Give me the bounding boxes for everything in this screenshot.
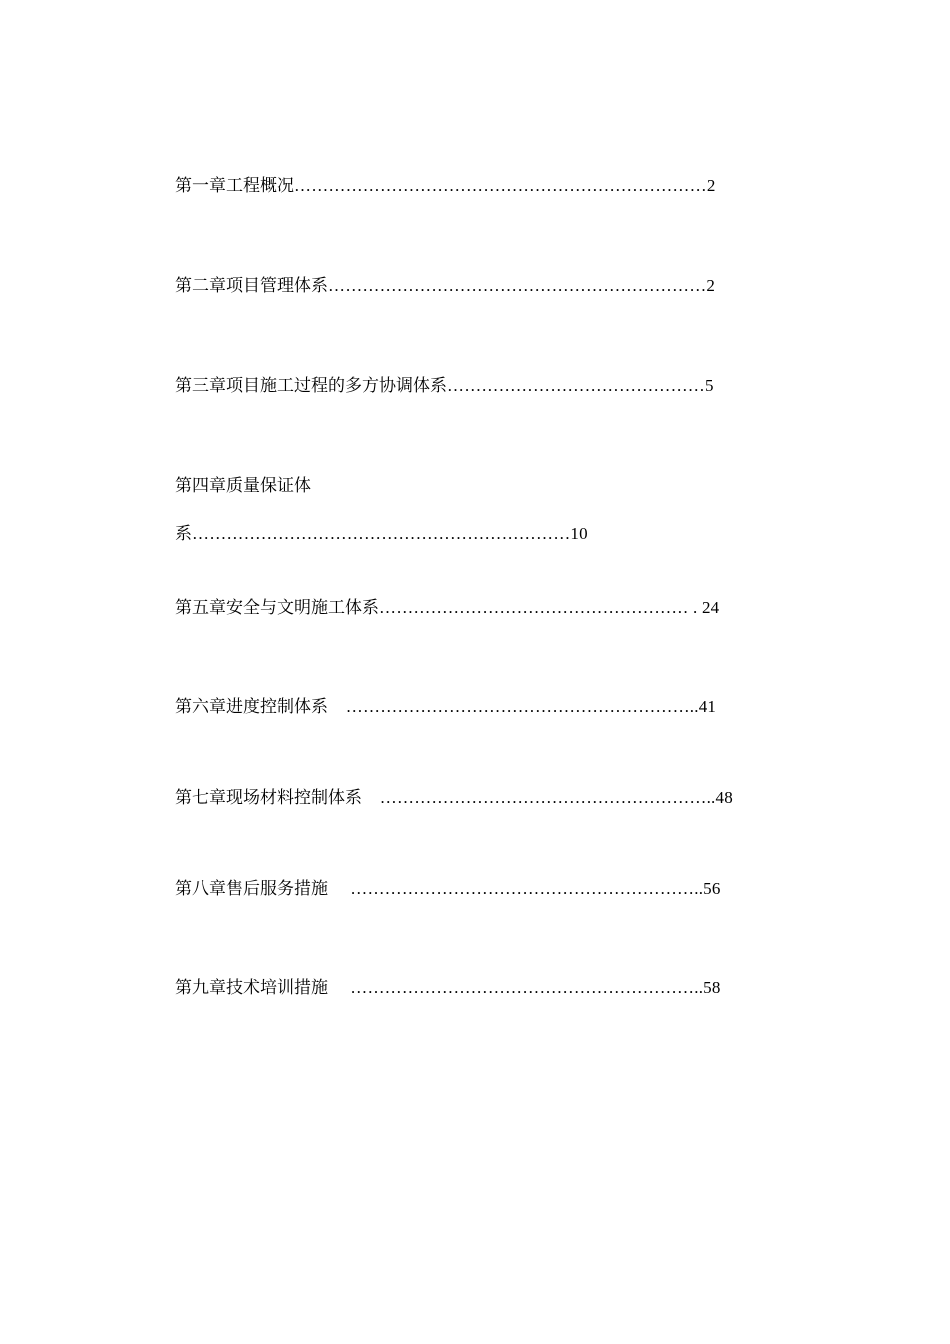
toc-entry-title: 第二章项目管理体系	[175, 276, 328, 296]
toc-entry-title: 第五章安全与文明施工体系	[175, 598, 379, 618]
toc-entry-title: 系	[175, 524, 192, 544]
toc-entry-chapter-2[interactable]	[175, 274, 715, 298]
toc-entry-chapter-9[interactable]	[175, 976, 721, 1000]
toc-entry-title: 第四章质量保证体	[175, 476, 311, 496]
toc-entry-title: 第三章项目施工过程的多方协调体系	[175, 376, 447, 396]
toc-entry-leader: ……………………………………………………..	[328, 978, 704, 997]
toc-entry-title: 第一章工程概况	[175, 176, 294, 196]
toc-entry-chapter-7[interactable]	[175, 786, 733, 810]
toc-entry-page: 10	[570, 524, 588, 543]
toc-entry-leader: …………………………………………………………	[328, 276, 707, 295]
toc-entry-title: 第六章进度控制体系	[175, 697, 328, 717]
toc-entry-page: 48	[715, 788, 733, 807]
toc-entry-leader: ………………………………………	[447, 376, 705, 395]
toc-entry-leader: …………………………………………………………	[192, 524, 571, 543]
toc-entry-leader: ……………………………………………………..	[328, 879, 704, 898]
toc-entry-leader: ……………………………………………… .	[379, 598, 698, 617]
toc-entry-page: 2	[706, 276, 716, 295]
toc-entry-chapter-3[interactable]	[175, 374, 714, 398]
toc-entry-page: 24	[697, 598, 720, 617]
toc-entry-title: 第九章技术培训措施	[175, 978, 328, 998]
toc-entry-title: 第七章现场材料控制体系	[175, 788, 362, 808]
toc-entry-chapter-5[interactable]	[175, 596, 719, 620]
toc-entry-chapter-8[interactable]	[175, 877, 721, 901]
toc-entry-page: 56	[703, 879, 721, 898]
toc-entry-page: 5	[705, 376, 714, 395]
toc-entry-leader: ………………………………………………………………	[294, 176, 707, 195]
toc-entry-chapter-1[interactable]	[175, 174, 716, 198]
toc-entry-leader: …………………………………………………..	[362, 788, 716, 807]
toc-entry-chapter-4-line-1[interactable]	[175, 474, 311, 498]
toc-entry-chapter-6[interactable]	[175, 695, 716, 719]
toc-entry-title: 第八章售后服务措施	[175, 879, 328, 899]
toc-entry-page: 58	[703, 978, 721, 997]
toc-entry-page: 41	[698, 697, 717, 716]
toc-entry-chapter-4-line-2[interactable]	[175, 522, 588, 546]
toc-entry-leader: ……………………………………………………..	[328, 697, 699, 716]
toc-entry-page: 2	[706, 176, 716, 195]
